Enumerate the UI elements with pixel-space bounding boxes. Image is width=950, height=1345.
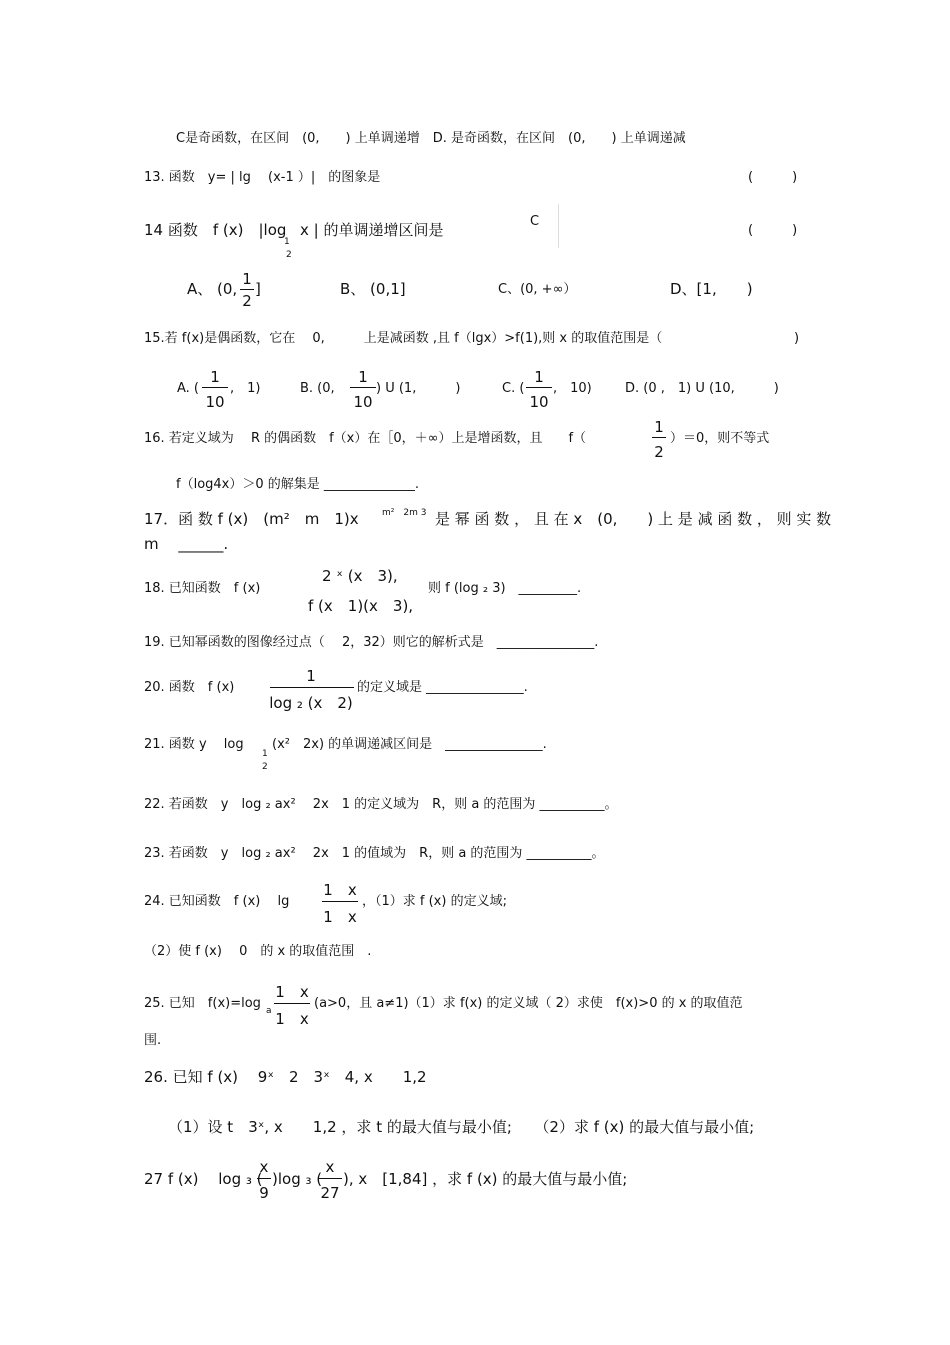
q15-a-fraction-bar	[202, 387, 228, 388]
q13-stem: 13. 函数 y= | lg (x-1 ）| 的图象是	[144, 170, 381, 185]
q22-stem: 22. 若函数 y log ₂ ax² 2x 1 的定义域为 R，则 a 的范围为 __________。	[144, 797, 618, 812]
q25-fraction-bar	[274, 1003, 310, 1004]
q14-option-b: B、 (0,1]	[340, 280, 406, 298]
q19-stem: 19. 已知幂函数的图像经过点（ 2，32）则它的解析式是 _______________.	[144, 635, 599, 650]
q15-option-a: A. (	[177, 381, 200, 396]
q20-stem: 20. 函数 f (x)	[144, 680, 235, 695]
q25-stem: 25. 已知 f(x)=log	[144, 996, 261, 1011]
q20-denominator: log ₂ (x 2)	[269, 694, 353, 712]
q26-stem: 26. 已知 f (x) 9ˣ 2 3ˣ 4, x 1,2	[144, 1068, 427, 1086]
q26-subquestions: （1）设 t 3ˣ, x 1,2 ，求 t 的最大值与最小值; （2）求 f (x) 的最大值与最小值;	[168, 1118, 755, 1136]
q14-a-fraction-bar	[240, 289, 254, 290]
q17-exponent: m² 2m 3	[382, 508, 427, 518]
q21-stem: 21. 函数 y log	[144, 737, 244, 752]
q18-tail: 则 f (log ₂ 3) _________.	[428, 581, 582, 596]
q14-stray-c: C	[530, 214, 540, 229]
q15-option-b: B. (0,	[300, 381, 335, 396]
q14-stem: 14 函数 f (x) |log	[144, 221, 287, 239]
q14-a-close: ]	[255, 280, 261, 298]
q15-b-fraction-bar	[350, 387, 376, 388]
q24-fraction-bar	[322, 901, 358, 902]
q15-a-denominator: 10	[205, 393, 225, 411]
q24-tail: ，（1）求 f (x) 的定义域;	[362, 894, 507, 909]
q15-b-numerator: 1	[358, 368, 368, 386]
q15-b-denominator: 10	[353, 393, 373, 411]
q23-stem: 23. 若函数 y log ₂ ax² 2x 1 的值域为 R，则 a 的范围为 __________。	[144, 846, 605, 861]
q15-c-fraction-bar	[526, 387, 552, 388]
q24-second-line: （2）使 f (x) 0 的 x 的取值范围 .	[144, 944, 372, 959]
q14-divider	[558, 204, 559, 248]
q15-a-numerator: 1	[210, 368, 220, 386]
q15-option-d: D. (0 , 1) U (10, )	[625, 381, 779, 396]
q24-numerator: 1 x	[323, 881, 357, 899]
q16-stem: 16. 若定义域为 R 的偶函数 f（x）在［0，＋∞）上是增函数，且 f（	[144, 431, 587, 446]
q27-stem: 27 f (x) log ₃ (	[144, 1170, 263, 1188]
q13-answer-paren: ( )	[748, 170, 798, 185]
q18-case-top: 2 ˣ (x 3),	[322, 567, 398, 585]
q16-tail: ）＝0，则不等式	[670, 431, 770, 446]
q27-fraction-bar-1	[257, 1178, 271, 1179]
q16-numerator: 1	[654, 418, 664, 436]
q14-tail: x | 的单调递增区间是	[300, 221, 444, 239]
q15-a-tail: , 1)	[230, 381, 261, 396]
q21-log-base-den: 2	[262, 762, 268, 772]
q27-denominator-2: 27	[320, 1184, 340, 1202]
q14-log-base-num: 1	[284, 237, 290, 247]
q21-log-base-num: 1	[262, 749, 268, 759]
q15-c-numerator: 1	[534, 368, 544, 386]
q16-denominator: 2	[654, 443, 664, 461]
q14-option-c: C、(0, +∞）	[498, 282, 577, 297]
q17-second-line: m ______.	[144, 535, 229, 553]
q18-stem: 18. 已知函数 f (x)	[144, 581, 261, 596]
q25-second-line: 围.	[144, 1033, 162, 1048]
q25-tail: (a>0，且 a≠1)（1）求 f(x) 的定义域（ 2）求使 f(x)>0 的 x 的取值范	[314, 996, 743, 1011]
q14-a-numerator: 1	[242, 270, 252, 288]
q15-option-c: C. (	[502, 381, 525, 396]
q24-denominator: 1 x	[323, 908, 357, 926]
q21-tail: (x² 2x) 的单调递减区间是 _______________.	[272, 737, 547, 752]
q14-a-denominator: 2	[242, 292, 252, 310]
q16-second-line: f（log4x）＞0 的解集是 ______________.	[176, 477, 420, 492]
q17-tail: 是 幂 函 数 ， 且 在 x (0, ) 上 是 减 函 数 ， 则 实 数	[435, 510, 832, 528]
q15-b-tail: ) U (1, )	[376, 381, 461, 396]
q14-option-d: D、[1, )	[670, 280, 753, 298]
q27-numerator-2: x	[325, 1158, 335, 1176]
q27-tail: ), x [1,84] ，求 f (x) 的最大值与最小值;	[343, 1170, 628, 1188]
q14-option-a: A、 (0,	[187, 280, 238, 298]
q27-middle: )log ₃ (	[272, 1170, 323, 1188]
q25-denominator: 1 x	[275, 1010, 309, 1028]
q12-options-line: C是奇函数，在区间 (0, ) 上单调递增 D. 是奇函数，在区间 (0, ) 上单调递减	[176, 131, 686, 146]
q27-numerator-1: x	[259, 1158, 269, 1176]
q20-tail: 的定义域是 _______________.	[357, 680, 528, 695]
q15-stem: 15.若 f(x)是偶函数，它在 0, 上是减函数 ,且 f（lgx）>f(1),则 x 的取值范围是（	[144, 331, 663, 346]
q14-answer-paren: ( )	[748, 223, 798, 238]
q27-fraction-bar-2	[318, 1178, 342, 1179]
q24-stem: 24. 已知函数 f (x) lg	[144, 894, 290, 909]
q16-fraction-bar	[652, 437, 666, 438]
q25-numerator: 1 x	[275, 983, 309, 1001]
q20-numerator: 1	[306, 667, 316, 685]
q18-case-bottom: f (x 1)(x 3),	[308, 597, 414, 615]
q14-log-base-den: 2	[286, 250, 292, 260]
q25-log-base: a	[266, 1006, 272, 1016]
q27-denominator-1: 9	[259, 1184, 269, 1202]
q17-stem: 17．函 数 f (x) (m² m 1)x	[144, 510, 359, 528]
q15-c-denominator: 10	[529, 393, 549, 411]
q20-fraction-bar	[270, 687, 354, 688]
q15-answer-paren: )	[794, 331, 800, 346]
q15-c-tail: , 10)	[553, 381, 592, 396]
